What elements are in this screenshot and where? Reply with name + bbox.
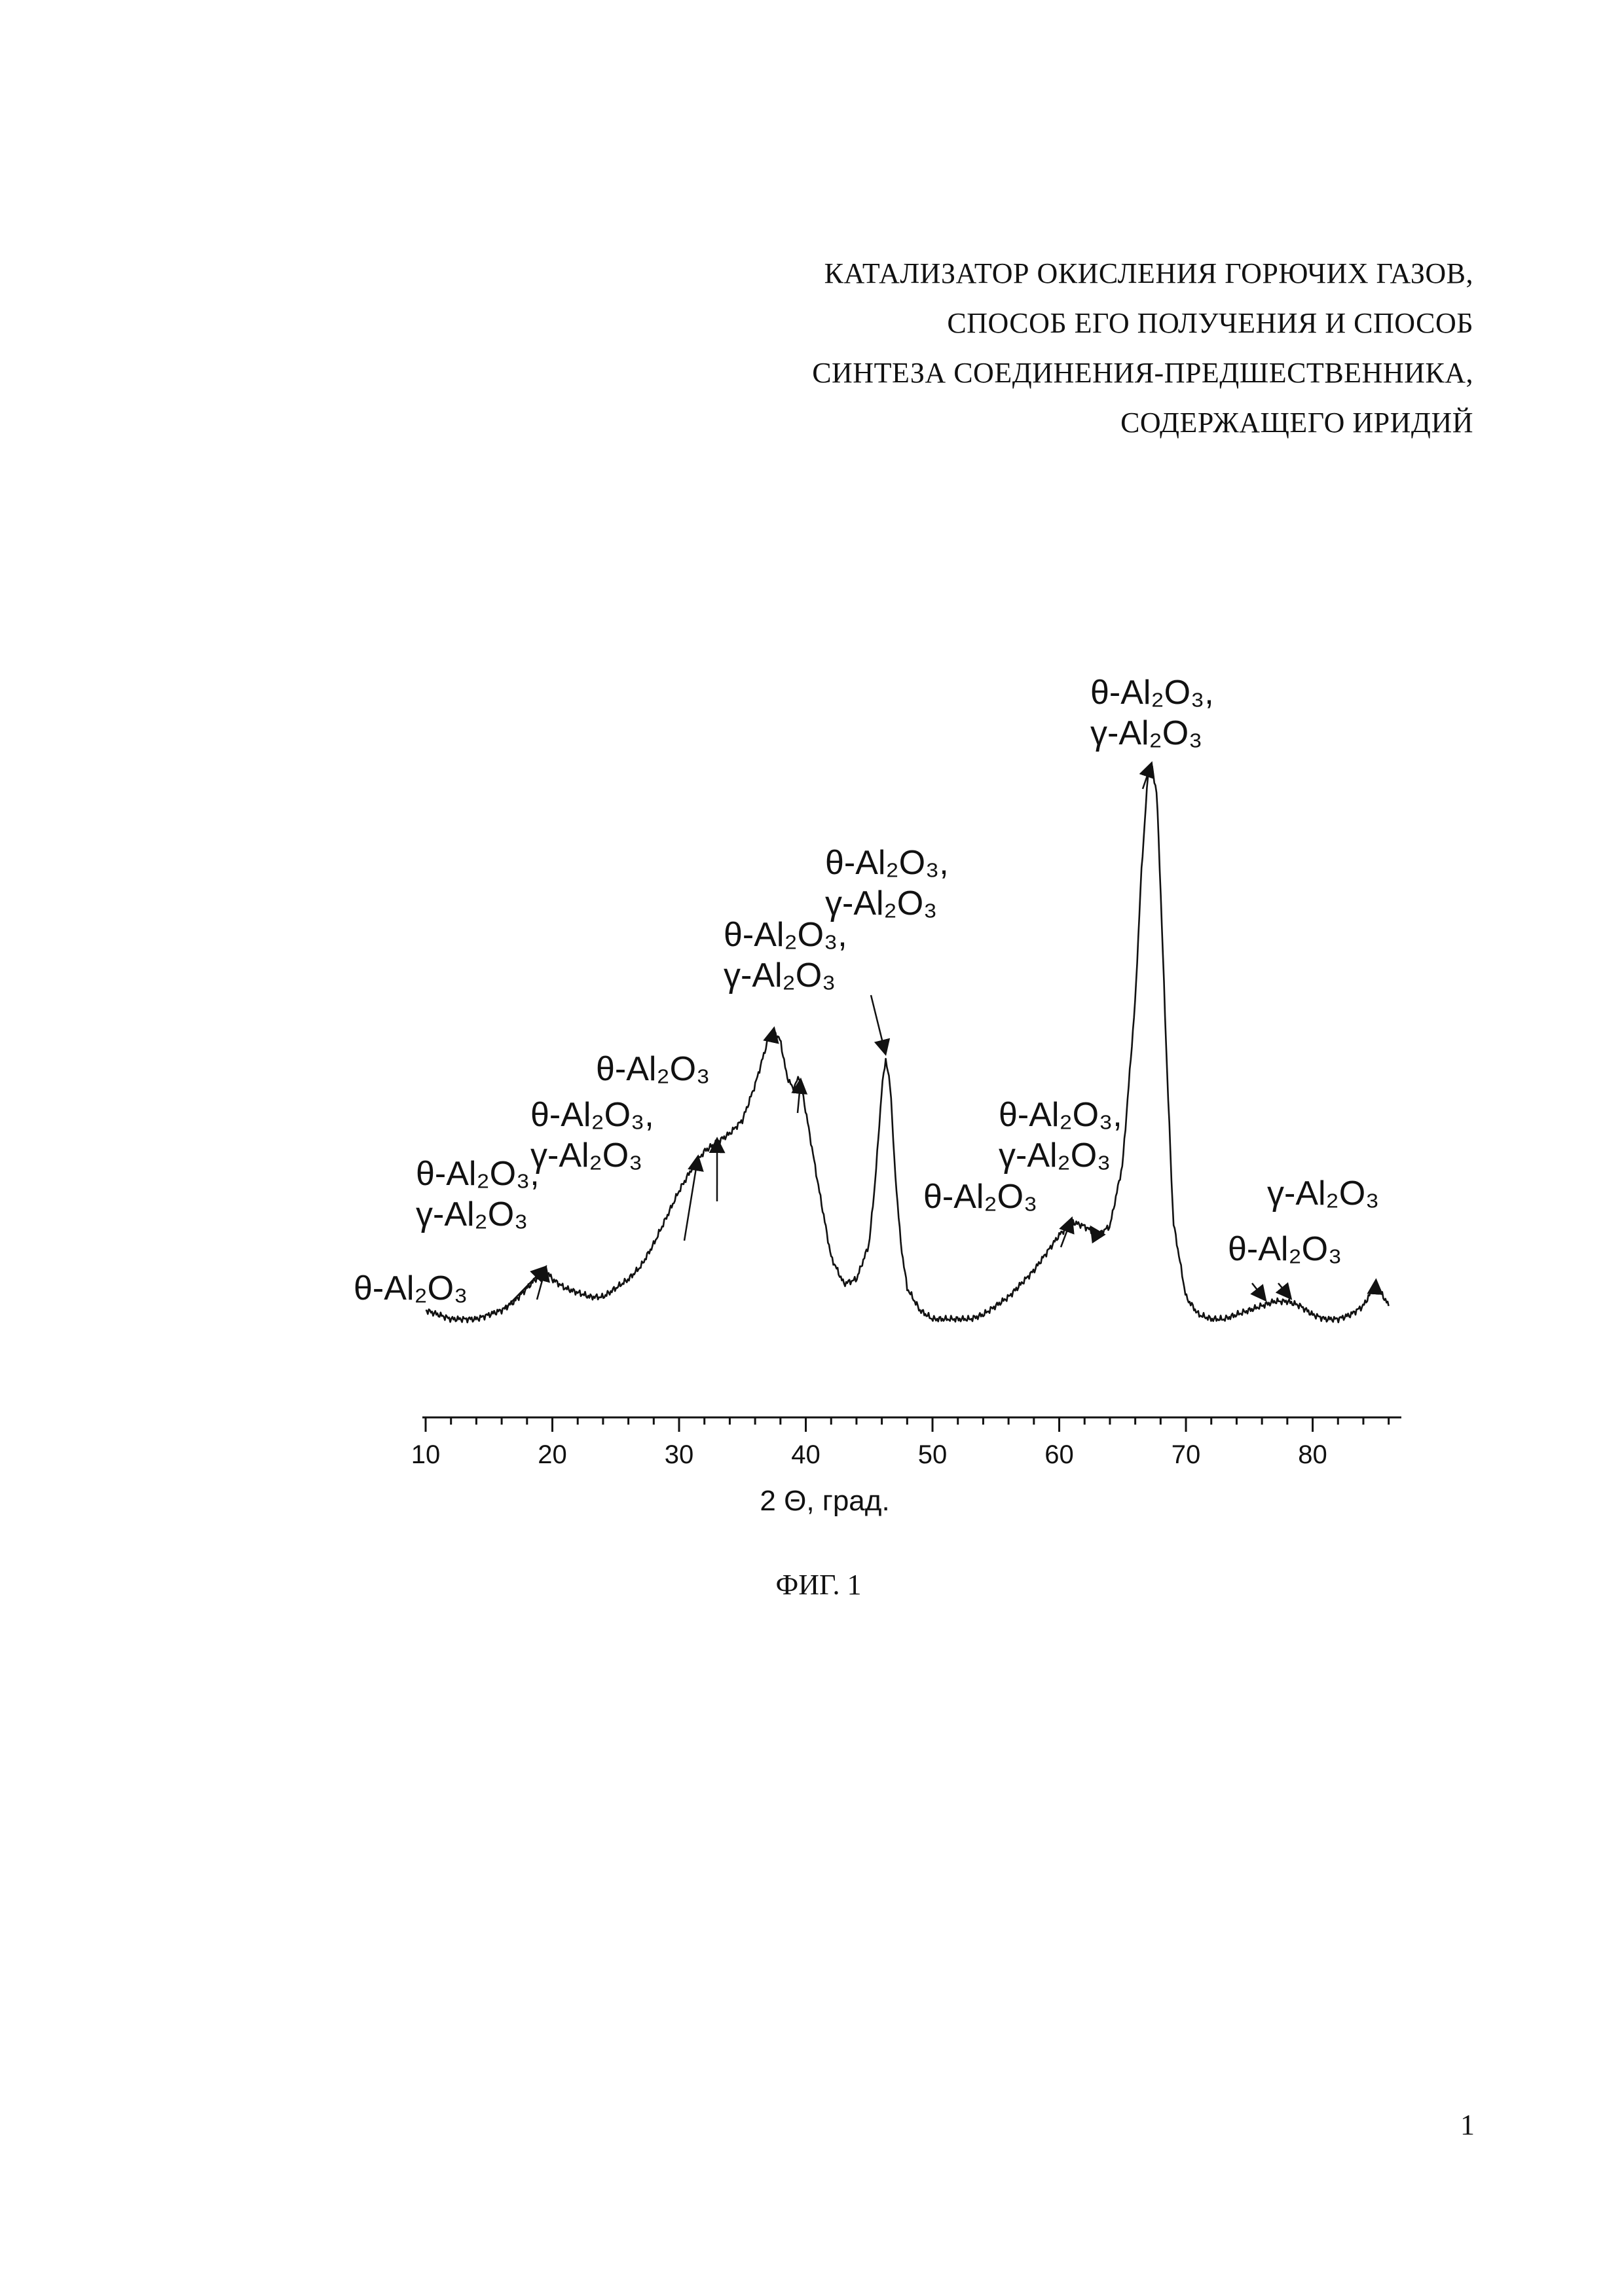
peak-label: θ-Al₂O₃ [354,1269,468,1307]
x-tick-label: 80 [1298,1440,1327,1469]
peak-arrow [798,1079,801,1113]
peak-arrow [684,1156,698,1241]
xrd-chart-svg [354,655,1467,1532]
peak-label: γ-Al₂O₃ [530,1137,643,1175]
page-number: 1 [1460,2109,1475,2141]
peak-label: θ-Al₂O₃ [923,1178,1038,1216]
peak-label: θ-Al₂O₃, [1090,674,1214,712]
title-line: СПОСОБ ЕГО ПОЛУЧЕНИЯ И СПОСОБ [947,307,1473,339]
peak-label: γ-Al₂O₃ [999,1137,1111,1175]
patent-title [557,249,1473,448]
figure-caption: ФИГ. 1 [775,1569,862,1601]
peak-label: γ-Al₂O₃ [1267,1175,1380,1212]
title-line: КАТАЛИЗАТОР ОКИСЛЕНИЯ ГОРЮЧИХ ГАЗОВ, [824,257,1473,289]
x-tick-label: 60 [1044,1440,1074,1469]
peak-label: θ-Al₂O₃ [1228,1230,1342,1268]
peak-label: γ-Al₂O₃ [825,884,938,922]
peak-label: θ-Al₂O₃, [416,1155,540,1193]
x-axis-title: 2 Θ, град. [760,1485,890,1517]
x-tick-label: 50 [917,1440,948,1469]
peak-label: γ-Al₂O₃ [1090,714,1203,752]
peak-label: θ-Al₂O₃ [596,1050,710,1088]
peak-label: γ-Al₂O₃ [416,1195,528,1233]
peak-label: θ-Al₂O₃, [825,844,949,882]
peak-label: θ-Al₂O₃, [530,1096,654,1134]
x-tick-label: 20 [538,1440,567,1469]
peak-label: θ-Al₂O₃, [724,916,847,954]
peak-label: θ-Al₂O₃, [999,1096,1122,1134]
peak-label: γ-Al₂O₃ [724,957,836,994]
peak-arrow [871,995,885,1055]
peak-arrow [1252,1283,1266,1300]
title-line: СОДЕРЖАЩЕГО ИРИДИЙ [1120,407,1473,439]
peak-arrow [1375,1280,1376,1293]
peak-arrow [1278,1283,1291,1299]
x-tick-label: 70 [1171,1440,1201,1469]
x-tick-label: 10 [411,1440,441,1469]
title-line: СИНТЕЗА СОЕДИНЕНИЯ-ПРЕДШЕСТВЕННИКА, [812,357,1473,389]
xrd-chart [354,655,1467,1532]
x-tick-label: 40 [791,1440,821,1469]
x-tick-label: 30 [664,1440,694,1469]
peak-arrow [773,1028,774,1034]
